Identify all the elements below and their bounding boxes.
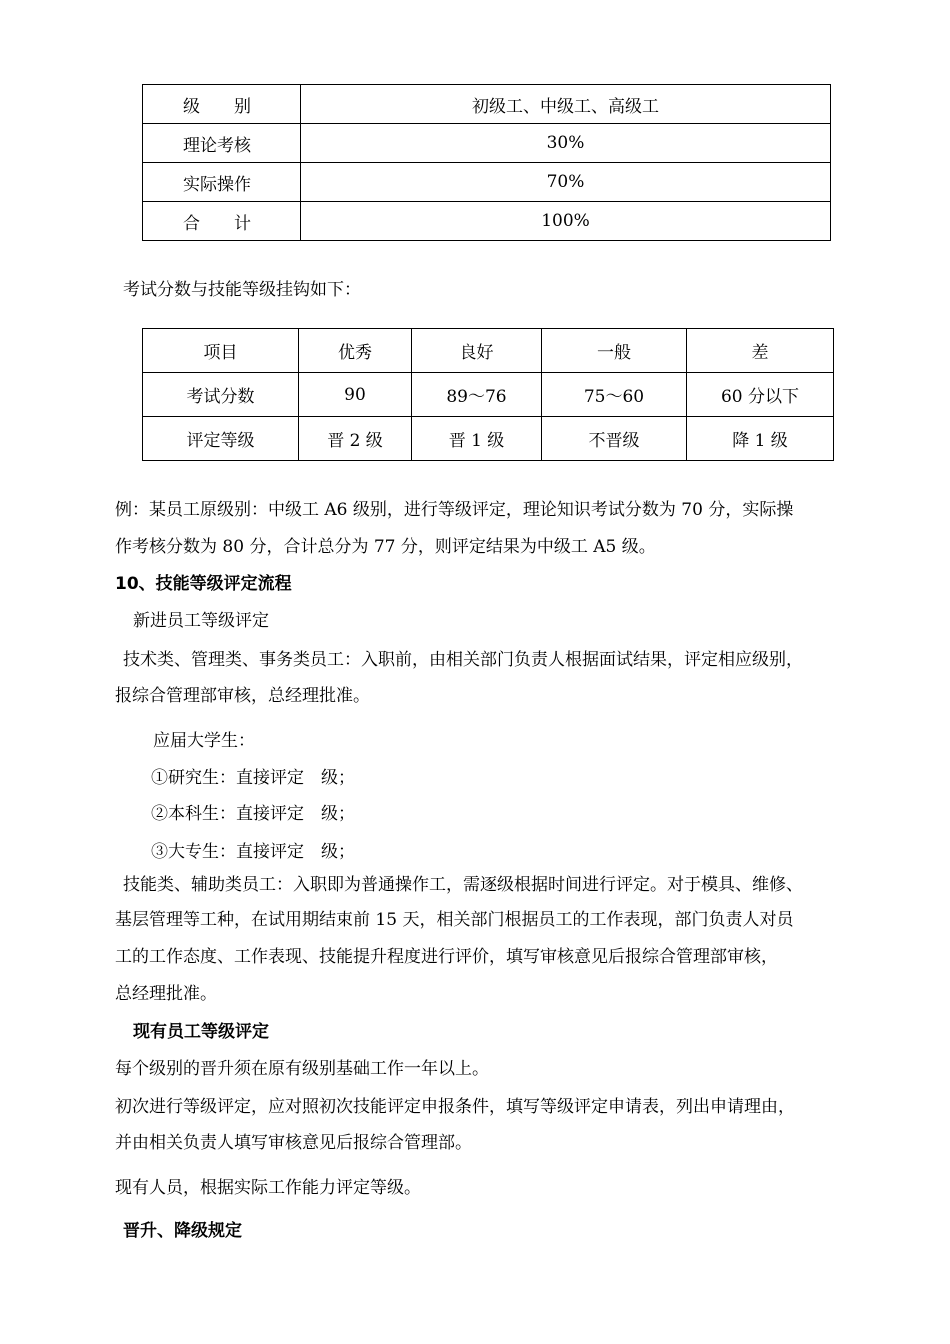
table-cell: 理论考核	[143, 124, 301, 163]
paragraph-line: 基层管理等工种，在试用期结束前 15 天，相关部门根据员工的工作表现，部门负责人对员	[115, 910, 794, 930]
graduates-label: 应届大学生：	[153, 731, 255, 751]
table-cell: 晋 2 级	[299, 417, 412, 461]
paragraph-line: 现有人员，根据实际工作能力评定等级。	[115, 1178, 421, 1198]
table-cell: 30%	[301, 124, 831, 163]
table-cell: 一般	[542, 329, 687, 373]
table-cell: 考试分数	[143, 373, 299, 417]
paragraph-line: 技术类、管理类、事务类员工：入职前，由相关部门负责人根据面试结果，评定相应级别，	[123, 650, 803, 670]
table-row	[143, 329, 834, 373]
table-cell: 89～76	[412, 373, 542, 417]
table-cell: 差	[687, 329, 834, 373]
table-cell: 降 1 级	[687, 417, 834, 461]
table-cell: 级 别	[143, 85, 301, 124]
ratio-table	[142, 84, 831, 241]
paragraph-line: 总经理批准。	[115, 984, 217, 1004]
table-cell: 良好	[412, 329, 542, 373]
table-cell: 70%	[301, 163, 831, 202]
table-cell: 100%	[301, 202, 831, 241]
table-cell: 不晋级	[542, 417, 687, 461]
example-line: 例：某员工原级别：中级工 A6 级别，进行等级评定，理论知识考试分数为 70 分，实际操	[115, 500, 794, 520]
table-row	[143, 163, 831, 202]
table-row	[143, 124, 831, 163]
table-cell: 75～60	[542, 373, 687, 417]
paragraph-line: 初次进行等级评定，应对照初次技能评定申报条件，填写等级评定申请表，列出申请理由，	[115, 1097, 795, 1117]
intro-text: 考试分数与技能等级挂钩如下：	[123, 280, 361, 300]
paragraph-line: 并由相关负责人填写审核意见后报综合管理部。	[115, 1133, 472, 1153]
score-table	[142, 328, 834, 461]
table-cell: 实际操作	[143, 163, 301, 202]
subsection-heading: 晋升、降级规定	[123, 1221, 242, 1241]
table-cell: 项目	[143, 329, 299, 373]
list-item: ①研究生：直接评定 级；	[151, 768, 355, 788]
subsection-heading: 新进员工等级评定	[133, 611, 269, 631]
table-cell: 评定等级	[143, 417, 299, 461]
table-cell: 晋 1 级	[412, 417, 542, 461]
table-row	[143, 417, 834, 461]
list-item: ③大专生：直接评定 级；	[151, 842, 355, 862]
table-row	[143, 85, 831, 124]
paragraph-line: 报综合管理部审核，总经理批准。	[115, 686, 370, 706]
table-cell: 90	[299, 373, 412, 417]
table-row	[143, 373, 834, 417]
paragraph-line: 每个级别的晋升须在原有级别基础工作一年以上。	[115, 1059, 489, 1079]
paragraph-line: 技能类、辅助类员工：入职即为普通操作工，需逐级根据时间进行评定。对于模具、维修、	[123, 875, 803, 895]
paragraph-line: 工的工作态度、工作表现、技能提升程度进行评价，填写审核意见后报综合管理部审核，	[115, 947, 778, 967]
list-item: ②本科生：直接评定 级；	[151, 804, 355, 824]
section-heading: 10、技能等级评定流程	[115, 574, 292, 594]
table-cell: 合 计	[143, 202, 301, 241]
subsection-heading: 现有员工等级评定	[133, 1022, 269, 1042]
table-row	[143, 202, 831, 241]
table-cell: 优秀	[299, 329, 412, 373]
example-line: 作考核分数为 80 分，合计总分为 77 分，则评定结果为中级工 A5 级。	[115, 537, 656, 557]
table-cell: 初级工、中级工、高级工	[301, 85, 831, 124]
table-cell: 60 分以下	[687, 373, 834, 417]
